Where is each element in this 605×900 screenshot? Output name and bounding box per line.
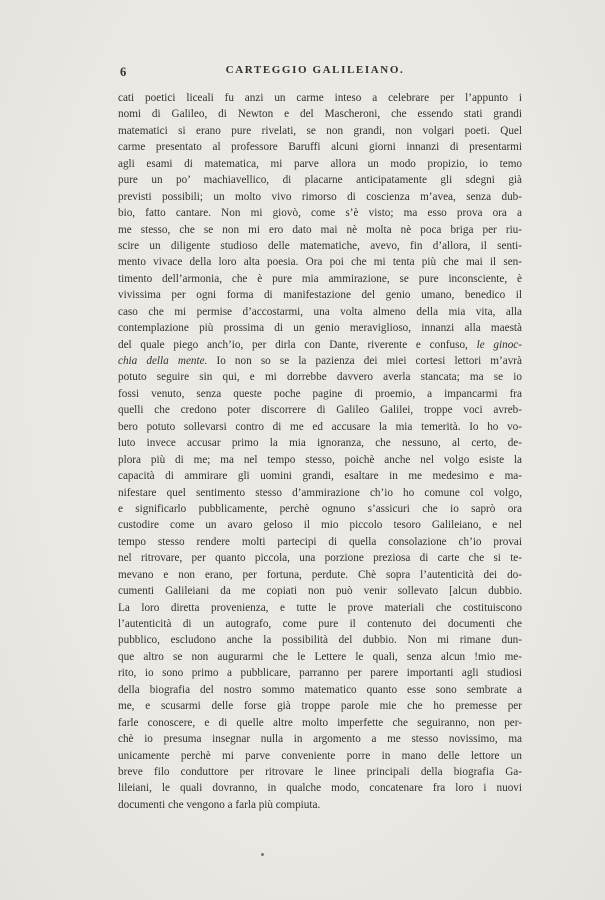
text-line: cati poetici liceali fu anzi un carme inteso a celebrare per l’appunto i: [118, 92, 522, 104]
text-line: chia della mente. Io non so se la pazienza dei miei cortesi lettori m’avrà: [118, 355, 522, 367]
text-line: breve filo conduttore per ritrovare le linee principali della biografia Ga-: [118, 765, 522, 778]
text-line: contemplazione più prossima di un genio meraviglioso, innanzi alla maestà: [118, 322, 522, 335]
text-line: bero potuto sollevarsi contro di me ed accusare la mia temerità. Io ho vo-: [118, 420, 522, 433]
text-line: fossi venuto, senza queste poche pagine di proemio, a impancarmi fra: [118, 387, 522, 400]
text-line: custodire come un avaro geloso il mio piccolo tesoro Galileiano, e nel: [118, 519, 522, 532]
text-line: farle conoscere, e di quelle altre molto imperfette che seguiranno, non per-: [118, 716, 522, 729]
text-line: timento dell’armonia, che è pure mia ammirazione, se pure inconsciente, è: [118, 272, 522, 285]
text-line: l’autenticità di un autografo, come pure il contenuto dei documenti che: [118, 618, 522, 630]
text-line: potuto seguire sin qui, e mi dorrebbe davvero averla stancata; ma se io: [118, 371, 522, 384]
text-line: caso che mi permise d’accostarmi, una volta almeno della mia vita, alla: [118, 305, 522, 318]
text-line: plora più di me; ma nel tempo stesso, poichè anche nel volgo esiste la: [118, 453, 522, 466]
text-line: capacità di ammirare gli uomini grandi, esaltare in me medesimo e ma-: [118, 470, 522, 483]
page-header: [118, 64, 522, 82]
text-line: unicamente perchè mi parve conveniente porre in mano delle lettore un: [118, 749, 522, 762]
text-line: carme presentato al professore Baruffi alcuni giorni innanzi di presentarmi: [118, 141, 522, 154]
ink-speck-artifact: [261, 853, 264, 856]
text-line: cumenti Galileiani da me copiati non può venir sollevato [alcun dubbio.: [118, 585, 522, 598]
text-line: quelli che credono poter discorrere di Galileo Galilei, troppe voci avreb-: [118, 404, 522, 417]
text-line: pubblico, escludono anche la possibilità del dubbio. Non mi rimane dun-: [118, 634, 522, 647]
text-line: previsti possibili; un molto vivo rimorso di coscienza m’avea, senza dub-: [118, 190, 522, 203]
text-line: tempo stesso rendere molti partecipi di quella consolazione ch’io provai: [118, 535, 522, 548]
text-line: me stesso, che se non mi ero dato mai nè molta nè poca briga per riu-: [118, 223, 522, 236]
text-line: que altro se non augurarmi che le Lettere le quali, senza alcun !mio me-: [118, 650, 522, 663]
text-line: nomi di Galileo, di Newton e del Mascheroni, che essendo stati grandi: [118, 108, 522, 121]
text-line: agli esami di matematica, mi parve allora un modo propizio, io temo: [118, 157, 522, 170]
text-line: vivissima per ogni forma di manifestazione del genio umano, benedico il: [118, 289, 522, 302]
text-line: nifestare quel sentimento stesso d’ammirazione ch’io ho comune col volgo,: [118, 486, 522, 499]
running-head: CARTEGGIO GALILEIANO.: [225, 64, 405, 76]
text-line: rito, io sono primo a pubblicare, parranno per parere importanti agli studiosi: [118, 667, 522, 680]
body-text-block: [118, 90, 522, 813]
text-line: lileiani, le quali dovranno, in qualche modo, concatenare fra loro i nuovi: [118, 782, 522, 795]
text-line: e significarlo pubblicamente, perchè ognuno s’assicuri che io saprò ora: [118, 502, 522, 515]
text-line: La loro diretta provenienza, e tutte le prove materiali che costituiscono: [118, 601, 522, 614]
text-line: documenti che vengono a farla più compiuta.: [118, 798, 321, 811]
text-line: mento vivace della loro alta poesia. Ora poi che mi tenta più che mai il sen-: [118, 256, 522, 269]
text-line: nel ritrovare, per quanto piccola, una porzione preziosa di carte che si te-: [118, 552, 522, 565]
text-line: della biografia del nostro sommo matematico quanto esse sono sembrate a: [118, 683, 522, 696]
text-line: chè io presuma insegnar nulla in argomento a me stesso novissimo, ma: [118, 733, 522, 746]
text-line: pure un po’ machiavellico, di placarne anticipatamente gli sdegni già: [118, 174, 522, 187]
page-number: 6: [120, 65, 127, 79]
text-line: me, e scusarmi delle forse già troppe parole mie che ho premesse per: [118, 700, 522, 713]
text-line: mevano e non erano, per fortuna, perdute. Chè sopra l’autenticità dei do-: [118, 568, 522, 581]
text-line: bio, fatto cantare. Non mi giovò, come s’è visto; ma esso prova ora a: [118, 207, 522, 220]
text-line: matematici si erano pure rivelati, se non grandi, non volgari poeti. Quel: [118, 124, 522, 137]
text-line: scire un diligente studioso delle matematiche, avevo, fin d’allora, il senti-: [118, 239, 522, 252]
text-line: luto invece accusar primo la mia ignoranza, che nessuno, al certo, de-: [118, 437, 522, 450]
text-line: del quale piego anch’io, per dirla con Dante, riverente e confuso, le ginoc-: [118, 338, 522, 351]
